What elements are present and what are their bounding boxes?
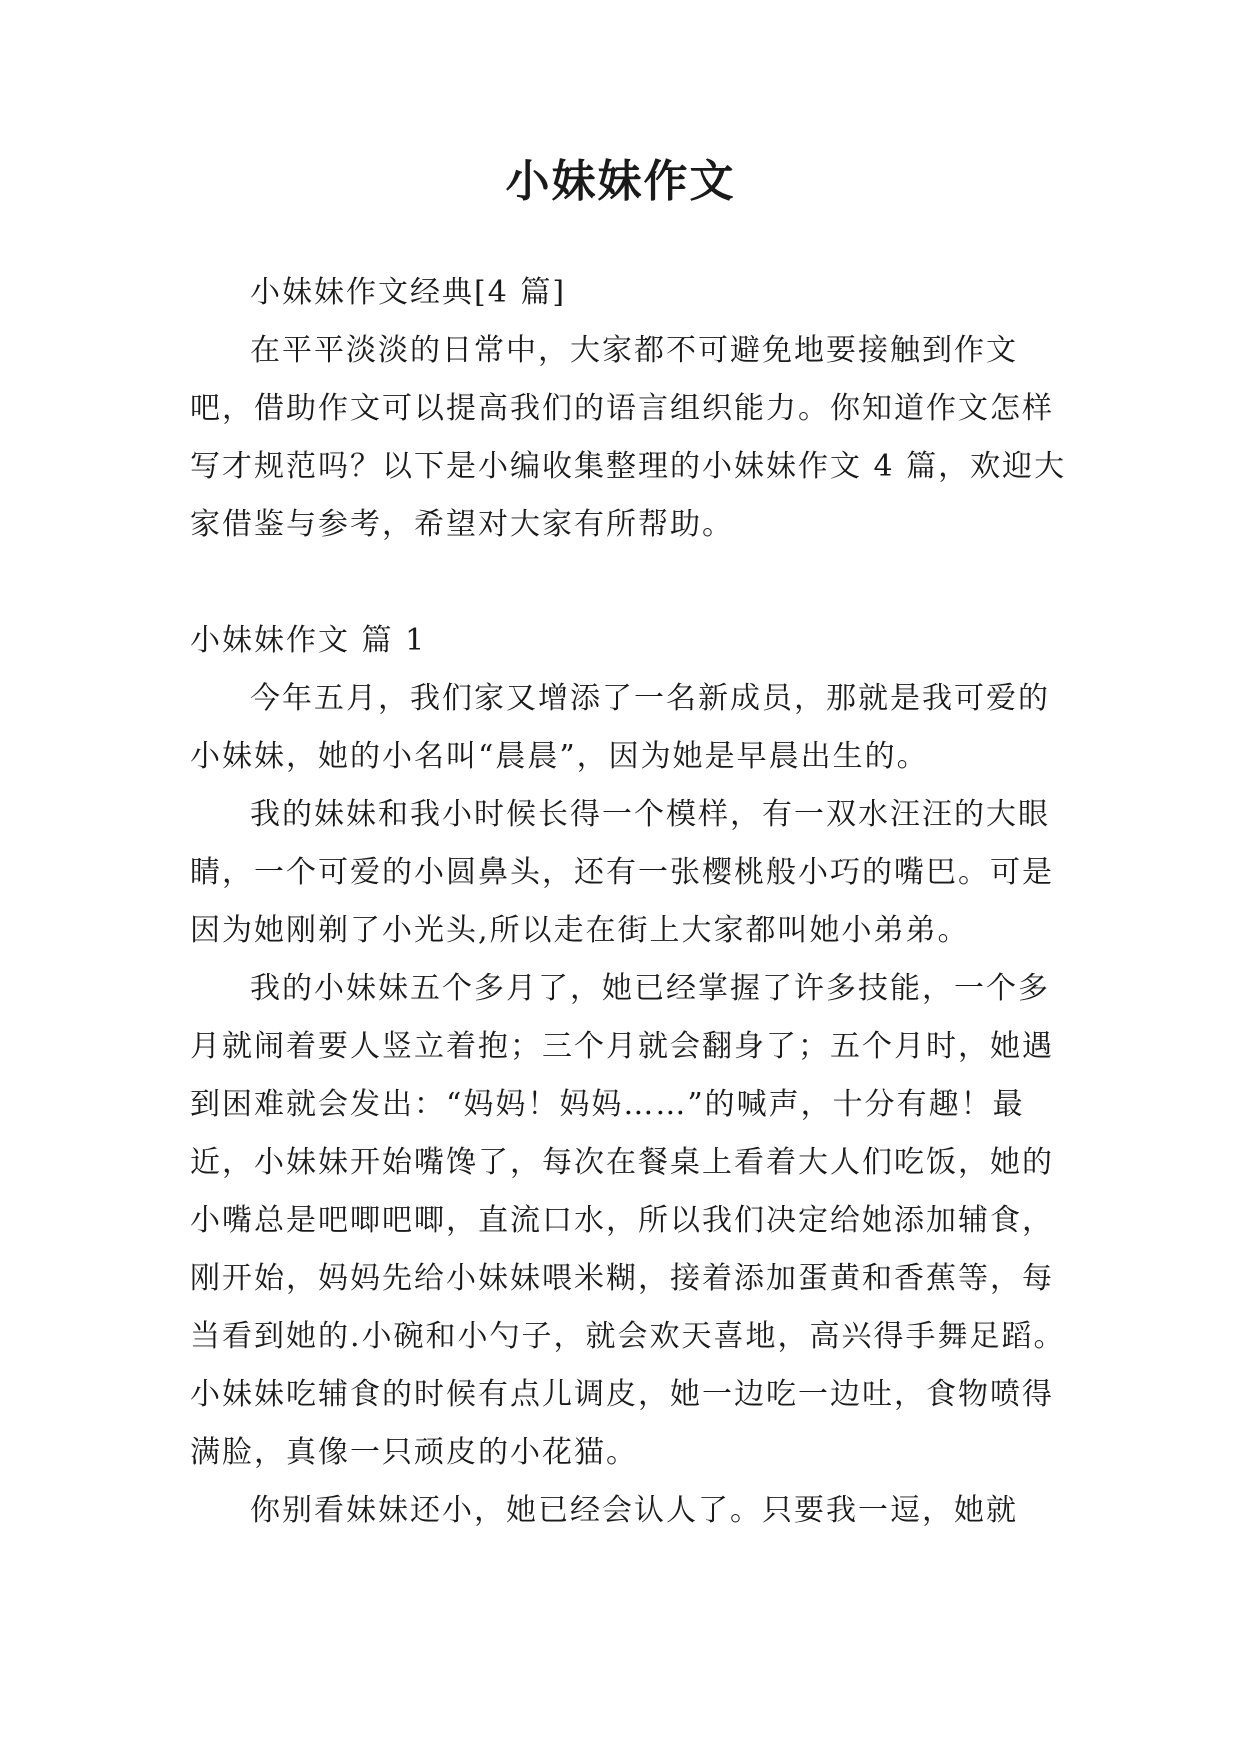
section-heading: 小妹妹作文 篇 1 <box>190 623 427 658</box>
body-paragraph: 我的妹妹和我小时候长得一个模样，有一双水汪汪的大眼睛，一个可爱的小圆鼻头，还有一张樱桃般小巧的嘴巴。可是因为她刚剃了小光头,所以走在街上大家都叫她小弟弟。 <box>190 797 1054 948</box>
body-paragraph: 今年五月，我们家又增添了一名新成员，那就是我可爱的小妹妹，她的小名叫“晨晨”，因为她是早晨出生的。 <box>190 681 1050 774</box>
document-body <box>190 264 1070 1540</box>
section-spacer <box>190 554 1070 612</box>
document-title: 小妹妹作文 <box>505 156 736 207</box>
body-paragraph: 你别看妹妹还小，她已经会认人了。只要我一逗，她就 <box>250 1493 1018 1528</box>
document-subtitle: 小妹妹作文经典[4 篇] <box>250 275 567 310</box>
body-paragraph: 我的小妹妹五个多月了，她已经掌握了许多技能，一个多月就闹着要人竖立着抱；三个月就会翻身了；五个月时，她遇到困难就会发出：“妈妈！妈妈……”的喊声，十分有趣！最近，小妹妹开始嘴馋了，每次在餐桌上看着大人们吃饭，她的小嘴总是吧唧吧唧，直流口水，所以我们决定给她添加辅食，刚开始，妈妈先给小妹妹喂米糊，接着添加蛋黄和香蕉等，每当看到她的.小碗和小勺子，就会欢天喜地，高兴得手舞足蹈。小妹妹吃辅食的时候有点儿调皮，她一边吃一边吐，食物喷得满脸，真像一只顽皮的小花猫。 <box>190 971 1066 1470</box>
intro-paragraph: 在平平淡淡的日常中，大家都不可避免地要接触到作文吧，借助作文可以提高我们的语言组织能力。你知道作文怎样写才规范吗？以下是小编收集整理的小妹妹作文 4 篇，欢迎大家借鉴与参考，希望对大家有所帮助。 <box>190 333 1067 542</box>
